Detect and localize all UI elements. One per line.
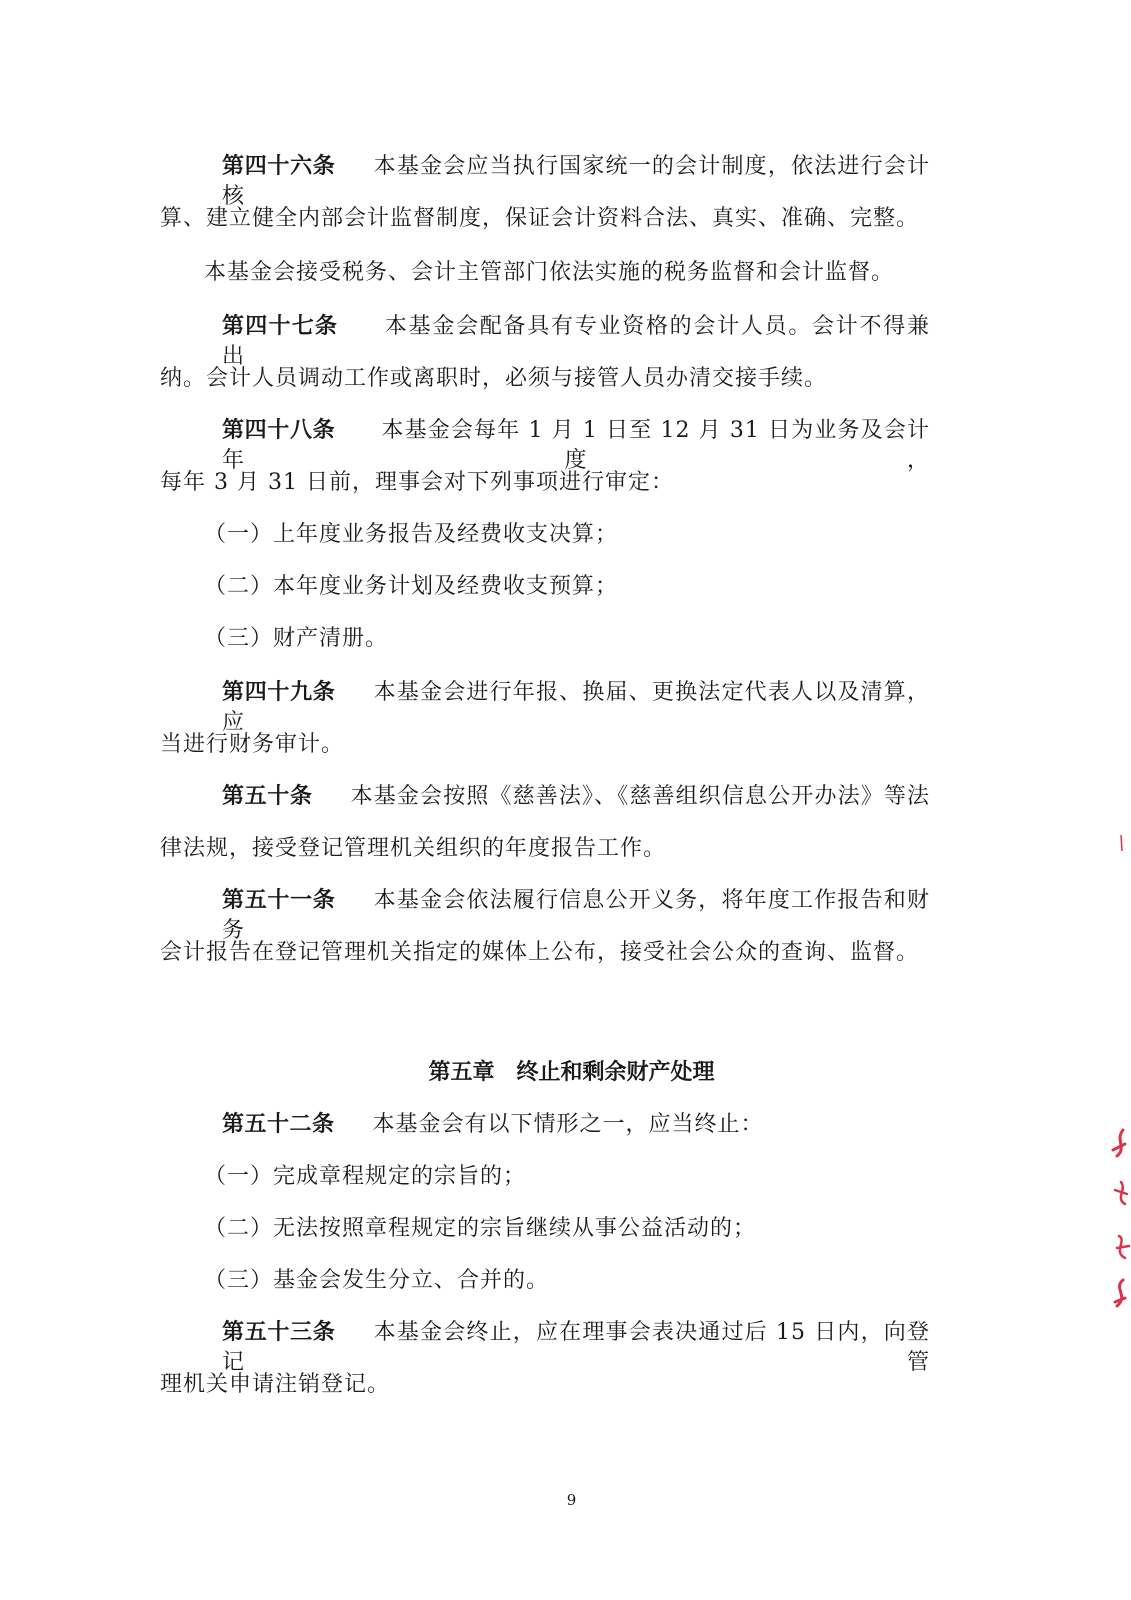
article-53-line-2: 理机关申请注销登记。 xyxy=(160,1372,391,1397)
article-52-line-1 xyxy=(222,1110,764,1140)
article-51-text-1: 本基金会依法履行信息公开义务，将年度工作报告和财务 xyxy=(222,888,930,943)
article-50-heading: 第五十条 xyxy=(222,784,313,809)
article-48-line-2: 每年 3 月 31 日前，理事会对下列事项进行审定： xyxy=(160,470,674,495)
article-46-text-1: 本基金会应当执行国家统一的会计制度，依法进行会计核 xyxy=(222,154,930,209)
article-48-text-1: 本基金会每年 1 月 1 日至 12 月 31 日为业务及会计年度， xyxy=(222,418,930,473)
chapter-heading xyxy=(0,1057,1131,1087)
chapter-title: 终止和剩余财产处理 xyxy=(516,1059,715,1085)
article-50-line-2: 律法规，接受登记管理机关组织的年度报告工作。 xyxy=(160,836,667,861)
article-46-paragraph-2: 本基金会接受税务、会计主管部门依法实施的税务监督和会计监督。 xyxy=(204,260,895,285)
article-52-item-3: （三）基金会发生分立、合并的。 xyxy=(204,1268,550,1293)
article-49-text-1: 本基金会进行年报、换届、更换法定代表人以及清算，应 xyxy=(222,680,930,735)
article-50-line-1 xyxy=(222,782,930,812)
article-53-heading: 第五十三条 xyxy=(222,1320,336,1345)
article-48-item-2: （二）本年度业务计划及经费收支预算； xyxy=(204,574,619,599)
article-51-line-1 xyxy=(222,886,930,946)
article-46-line-1 xyxy=(222,152,930,212)
article-53-line-1 xyxy=(222,1318,930,1378)
article-52-text-1: 本基金会有以下情形之一，应当终止： xyxy=(372,1112,764,1137)
article-49-heading: 第四十九条 xyxy=(222,680,336,705)
article-52-item-2: （二）无法按照章程规定的宗旨继续从事公益活动的； xyxy=(204,1216,757,1241)
article-48-item-3: （三）财产清册。 xyxy=(204,626,389,651)
article-47-text-1: 本基金会配备具有专业资格的会计人员。会计不得兼出 xyxy=(222,314,930,369)
article-51-line-2: 会计报告在登记管理机关指定的媒体上公布，接受社会公众的查询、监督。 xyxy=(160,940,920,965)
article-50-text-1: 本基金会按照《慈善法》、《慈善组织信息公开办法》等法 xyxy=(350,784,930,809)
article-53-text-1: 本基金会终止，应在理事会表决通过后 15 日内，向登记管 xyxy=(222,1320,930,1375)
article-46-heading: 第四十六条 xyxy=(222,154,336,179)
article-48-heading: 第四十八条 xyxy=(222,418,336,443)
article-49-line-1 xyxy=(222,678,930,738)
article-47-heading: 第四十七条 xyxy=(222,314,339,339)
article-51-heading: 第五十一条 xyxy=(222,888,336,913)
article-46-line-2: 算、建立健全内部会计监督制度，保证会计资料合法、真实、准确、完整。 xyxy=(160,206,920,231)
article-48-line-1 xyxy=(222,416,930,476)
article-52-heading: 第五十二条 xyxy=(222,1112,335,1137)
margin-mark xyxy=(1119,835,1123,851)
article-52-item-1: （一）完成章程规定的宗旨的； xyxy=(204,1164,527,1189)
article-49-line-2: 当进行财务审计。 xyxy=(160,732,345,757)
article-47-line-2: 纳。会计人员调动工作或离职时，必须与接管人员办清交接手续。 xyxy=(160,366,828,391)
chapter-number: 第五章 xyxy=(428,1059,495,1085)
article-48-item-1: （一）上年度业务报告及经费收支决算； xyxy=(204,522,619,547)
page-number: 9 xyxy=(566,1491,577,1509)
partial-seal-stamp xyxy=(1105,1120,1131,1340)
article-47-line-1 xyxy=(222,312,930,372)
